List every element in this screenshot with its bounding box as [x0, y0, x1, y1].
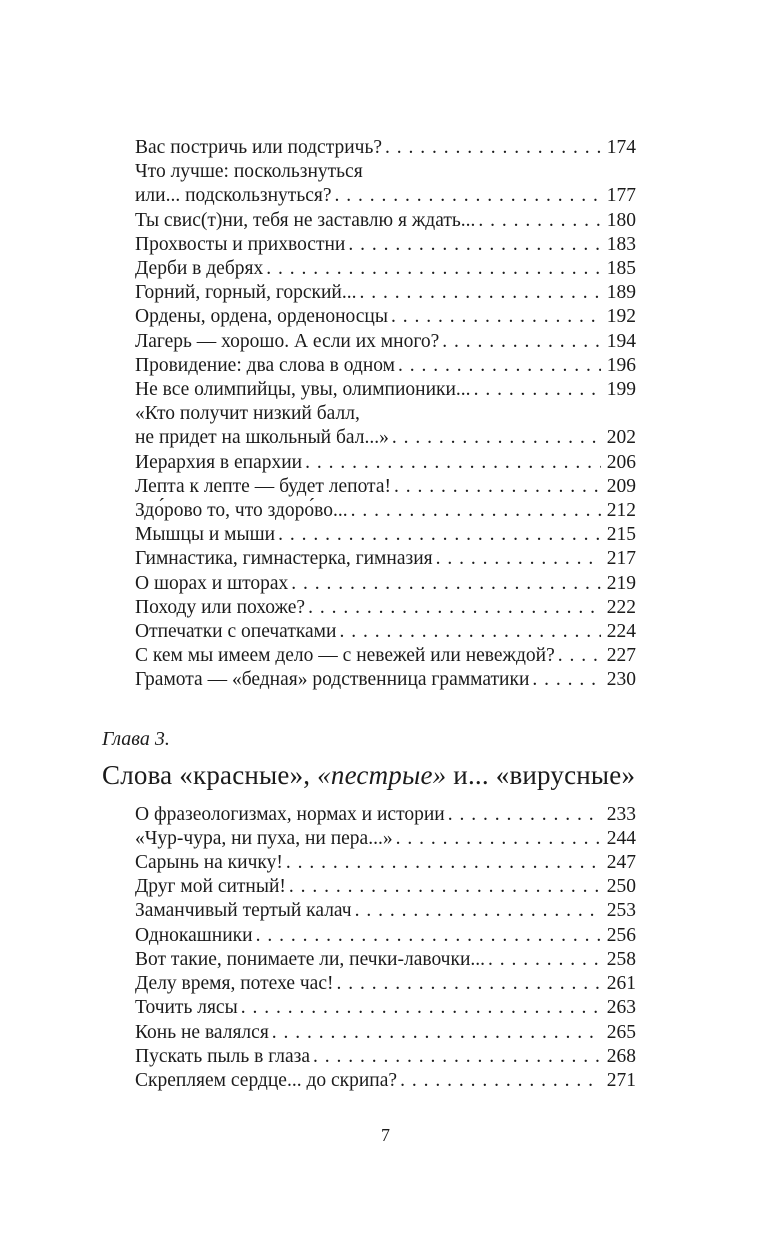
toc-entry-line: [135, 547, 636, 571]
dot-leader: [555, 644, 601, 668]
toc-entry: [135, 281, 636, 305]
toc-entry-line: [135, 354, 636, 378]
toc-entry-title: Не все олимпийцы, увы, олимпионики...: [135, 379, 471, 401]
dot-leader: [382, 136, 601, 160]
toc-entry-title: Друг мой ситный!: [135, 876, 286, 898]
dot-leader: [433, 547, 601, 571]
toc-entry-title: Грамота — «бедная» родственница грамматики: [135, 669, 530, 691]
toc-entry-page: 265: [606, 1021, 636, 1043]
toc-entry: [135, 257, 636, 281]
dot-leader: [310, 1045, 601, 1069]
toc-entry-page: 199: [606, 379, 636, 401]
toc-entry-page: 268: [606, 1045, 636, 1067]
toc-entry-page: 206: [606, 451, 636, 473]
toc-entry: [135, 803, 636, 827]
toc-entry-title: Провидение: два слова в одном: [135, 354, 395, 376]
toc-entry: [135, 523, 636, 547]
toc-entry-line: [135, 1045, 636, 1069]
toc-entry-line: [135, 330, 636, 354]
toc-entry-page: 222: [606, 596, 636, 618]
chapter-title: [102, 759, 636, 791]
toc-entry-title: Гимнастика, гимнастерка, гимназия: [135, 548, 433, 570]
toc-entry: [135, 499, 636, 523]
toc-entry-title: Лепта к лепте — будет лепота!: [135, 475, 391, 497]
toc-entry-line: [135, 948, 636, 972]
toc-entry-line: [135, 1021, 636, 1045]
toc-entry: [135, 1069, 636, 1093]
toc-entry: [135, 451, 636, 475]
toc-entry-title: Иерархия в епархии: [135, 451, 303, 473]
toc-entry-page: 183: [606, 233, 636, 255]
toc-entry-line: [135, 972, 636, 996]
toc-entry-title: Однокашники: [135, 924, 253, 946]
dot-leader: [336, 620, 600, 644]
toc-entry-line: [135, 305, 636, 329]
toc-entry-title: Делу время, потехе час!: [135, 973, 334, 995]
toc-entry: [135, 233, 636, 257]
toc-entry-page: 263: [606, 997, 636, 1019]
dot-leader: [348, 499, 601, 523]
toc-entry-title: не придет на школьный бал...»: [135, 427, 389, 449]
dot-leader: [263, 257, 601, 281]
toc-entry-page: 247: [606, 852, 636, 874]
toc-entry-line: [135, 184, 636, 208]
toc-entry-page: 196: [606, 354, 636, 376]
toc-entry: [135, 1021, 636, 1045]
dot-leader: [397, 1069, 601, 1093]
toc-entry-line: [135, 257, 636, 281]
toc-entry-line: [135, 996, 636, 1020]
dot-leader: [445, 803, 601, 827]
toc-entry: [135, 547, 636, 571]
toc-entry-title: Отпечатки с опечатками: [135, 621, 337, 643]
toc-entry-page: 227: [606, 645, 636, 667]
toc-entry-title: «Чур-чура, ни пуха, ни пера...»: [135, 827, 393, 849]
toc-entry-line: [135, 160, 636, 184]
dot-leader: [332, 184, 601, 208]
toc-entry-title: Лагерь — хорошо. А если их много?: [135, 330, 440, 352]
dot-leader: [302, 451, 601, 475]
dot-leader: [357, 281, 601, 305]
dot-leader: [283, 851, 601, 875]
dot-leader: [389, 426, 601, 450]
toc-entry-line: [135, 924, 636, 948]
toc-entry-line: [135, 644, 636, 668]
toc-entry: [135, 136, 636, 160]
dot-leader: [393, 827, 601, 851]
dot-leader: [352, 899, 601, 923]
toc-entry-line: [135, 596, 636, 620]
toc-entry-title: Скрепляем сердце... до скрипа?: [135, 1069, 398, 1091]
toc-entry-title: Сарынь на кичку!: [135, 852, 283, 874]
toc-entry: [135, 378, 636, 402]
toc-entry-page: 253: [606, 900, 636, 922]
toc-section-1: [135, 136, 636, 693]
toc-entry-title: Что лучше: поскользнуться: [135, 161, 363, 183]
toc-entry: [135, 596, 636, 620]
toc-entry-line: [135, 620, 636, 644]
toc-entry-title: С кем мы имеем дело — с невежей или невеждой?: [135, 645, 555, 667]
dot-leader: [238, 996, 601, 1020]
toc-entry-title: Вас постричь или подстричь?: [135, 137, 383, 158]
toc-entry-title: Вот такие, понимаете ли, печки-лавочки...: [135, 948, 486, 970]
toc-entry: [135, 851, 636, 875]
toc-entry-line: [135, 281, 636, 305]
toc-entry-line: [135, 827, 636, 851]
toc-entry: [135, 899, 636, 923]
dot-leader: [345, 233, 600, 257]
toc-entry-page: 189: [606, 282, 636, 304]
toc-entry-page: 258: [606, 948, 636, 970]
toc-entry-title: О фразеологизмах, нормах и истории: [135, 803, 445, 825]
dot-leader: [305, 596, 601, 620]
toc-entry-title: Конь не валялся: [135, 1021, 269, 1043]
dot-leader: [471, 378, 601, 402]
toc-entry-title: Ордены, ордена, орденоносцы: [135, 306, 388, 328]
toc-entry: [135, 354, 636, 378]
dot-leader: [286, 875, 601, 899]
dot-leader: [439, 330, 601, 354]
toc-entry: [135, 160, 636, 208]
page-number: 7: [381, 1125, 390, 1145]
toc-entry-page: 224: [606, 621, 636, 643]
toc-entry-page: 244: [606, 827, 636, 849]
toc-entry-page: 185: [606, 258, 636, 280]
toc-entry-line: [135, 378, 636, 402]
dot-leader: [288, 572, 601, 596]
toc-entry-page: 271: [606, 1069, 636, 1091]
toc-entry-page: 230: [606, 669, 636, 691]
toc-entry: [135, 875, 636, 899]
toc-entry: [135, 572, 636, 596]
toc-entry: [135, 330, 636, 354]
toc-entry-line: [135, 875, 636, 899]
toc-entry-line: [135, 209, 636, 233]
toc-entry-page: 202: [606, 427, 636, 449]
toc-entry-page: 250: [606, 876, 636, 898]
dot-leader: [391, 475, 601, 499]
toc-entry: [135, 924, 636, 948]
toc-entry-page: 194: [606, 330, 636, 352]
toc-entry-title: «Кто получит низкий балл,: [135, 403, 360, 425]
dot-leader: [388, 305, 601, 329]
toc-entry-line: [135, 451, 636, 475]
toc-entry: [135, 402, 636, 450]
toc-entry-line: [135, 899, 636, 923]
toc-entry: [135, 209, 636, 233]
chapter-title-part: Слова «красные»,: [102, 759, 318, 790]
toc-entry-page: 215: [606, 524, 636, 546]
dot-leader: [475, 209, 600, 233]
toc-entry-title: Горний, горный, горский...: [135, 282, 357, 304]
toc-entry: [135, 1045, 636, 1069]
toc-entry-line: [135, 475, 636, 499]
dot-leader: [253, 924, 601, 948]
toc-entry-title: Пускать пыль в глаза: [135, 1045, 310, 1067]
toc-entry-line: [135, 426, 636, 450]
toc-entry-line: [135, 668, 636, 692]
toc-entry-page: 219: [606, 572, 636, 594]
toc-entry-line: [135, 572, 636, 596]
toc-entry-page: 177: [606, 185, 636, 207]
toc-entry-line: [135, 523, 636, 547]
toc-entry-title: Походу или похоже?: [135, 596, 306, 618]
toc-entry-line: [135, 1069, 636, 1093]
dot-leader: [275, 523, 601, 547]
toc-entry-title: Ты свис(т)ни, тебя не заставлю я ждать...: [135, 209, 476, 231]
toc-entry-page: 180: [606, 209, 636, 231]
toc-entry: [135, 668, 636, 692]
toc-entry: [135, 827, 636, 851]
chapter-heading: [102, 727, 636, 791]
toc-entry-page: 256: [606, 924, 636, 946]
toc-entry-line: [135, 803, 636, 827]
dot-leader: [333, 972, 600, 996]
toc-entry-title: Заманчивый тертый калач: [135, 900, 352, 922]
toc-entry-title: или... подскользнуться?: [135, 185, 332, 207]
toc-entry: [135, 620, 636, 644]
dot-leader: [269, 1021, 601, 1045]
toc-entry-title: Здо́рово то, что здоро́во...: [135, 500, 348, 522]
toc-entry-page: 233: [606, 803, 636, 825]
toc-entry: [135, 948, 636, 972]
toc-entry-title: О шорах и шторах: [135, 572, 289, 594]
dot-leader: [395, 354, 601, 378]
toc-entry-title: Мышцы и мыши: [135, 524, 276, 546]
toc-entry-line: [135, 136, 636, 160]
toc-entry: [135, 644, 636, 668]
toc-entry-page: 217: [606, 548, 636, 570]
toc-entry: [135, 475, 636, 499]
toc-entry: [135, 305, 636, 329]
toc-entry-line: [135, 851, 636, 875]
table-of-contents: [102, 136, 636, 1093]
toc-entry-page: 174: [606, 137, 636, 158]
chapter-label: Глава 3.: [102, 727, 170, 750]
toc-section-2: [135, 803, 636, 1093]
toc-entry-title: Прохвосты и прихвостни: [135, 233, 346, 255]
toc-entry-page: 209: [606, 475, 636, 497]
toc-entry-page: 192: [606, 306, 636, 328]
chapter-title-part: и... «вирусные»: [446, 759, 636, 790]
dot-leader: [529, 668, 600, 692]
toc-entry-title: Точить лясы: [135, 997, 238, 1019]
toc-entry: [135, 972, 636, 996]
toc-entry-page: 261: [606, 973, 636, 995]
toc-entry-line: [135, 233, 636, 257]
toc-entry: [135, 996, 636, 1020]
toc-entry-line: [135, 402, 636, 426]
toc-entry-title: Дерби в дебрях: [135, 258, 264, 280]
toc-entry-page: 212: [606, 500, 636, 522]
chapter-title-italic-part: «пестрые»: [317, 759, 447, 790]
toc-entry-line: [135, 499, 636, 523]
dot-leader: [485, 948, 601, 972]
